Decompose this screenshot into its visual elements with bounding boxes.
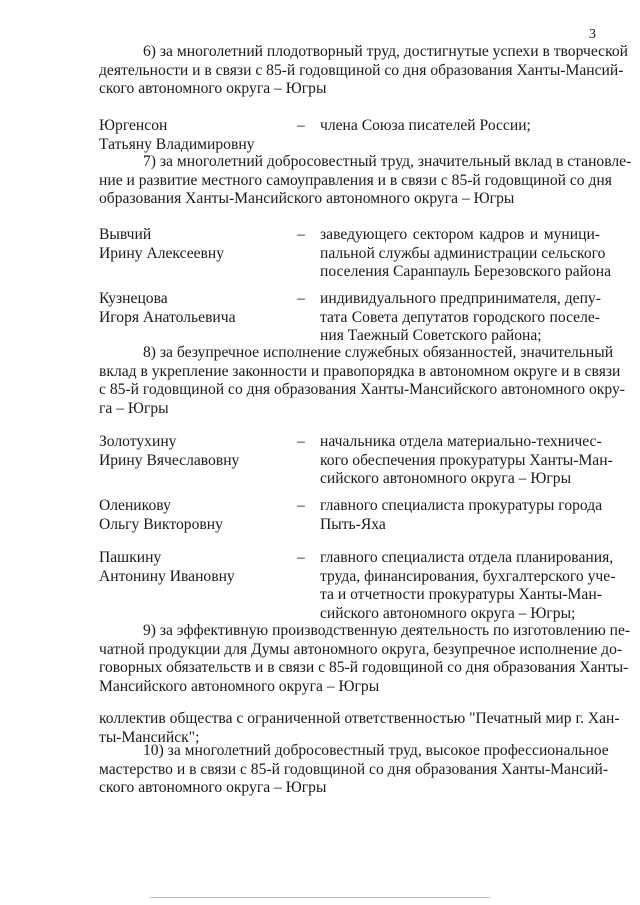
- paragraph-line: 8) за безупречное исполнение служебных обязанностей, значительный: [143, 344, 614, 361]
- surname: Вывчий: [99, 226, 152, 243]
- paragraph-line: с 85-й годовщиной со дня образования Ханты-Мансийского автономного окру-: [99, 381, 625, 399]
- surname: Кузнецова: [99, 290, 168, 307]
- paragraph-line: га – Югры: [99, 399, 169, 417]
- surname: Юргенсон: [99, 117, 168, 134]
- paragraph-line: мастерство и в связи с 85-й годовщиной со дня образования Ханты-Мансий-: [99, 760, 609, 778]
- given-names: Ирину Алексеевну: [99, 244, 225, 262]
- description-line: кого обеспечения прокуратуры Ханты-Ман-: [320, 451, 613, 469]
- paragraph-line: коллектив общества с ограниченной ответственностью "Печатный мир г. Хан-: [99, 710, 620, 727]
- paragraph-line: образования Ханты-Мансийского автономного округа – Югры: [99, 190, 515, 208]
- paragraph-line: ского автономного округа – Югры: [99, 80, 327, 98]
- paragraph-line: чатной продукции для Думы автономного округа, безупречное исполнение до-: [99, 640, 623, 658]
- surname: Оленикову: [99, 497, 171, 514]
- description-line: главного специалиста отдела планирования,: [320, 549, 614, 566]
- paragraph-line: Мансийского автономного округа – Югры: [99, 677, 380, 695]
- description-line: Пыть-Яха: [320, 515, 386, 533]
- person-name: [99, 433, 289, 470]
- person-description: [320, 290, 600, 346]
- item-9-paragraph: [99, 622, 631, 696]
- person-name: [99, 226, 289, 263]
- paragraph-line: деятельности и в связи с 85-й годовщиной со дня образования Ханты-Мансий-: [99, 61, 624, 79]
- item-7-paragraph: [99, 153, 632, 209]
- paragraph-line: 7) за многолетний добросовестный труд, значительный вклад в становле-: [143, 153, 632, 170]
- paragraph-line: 6) за многолетний плодотворный труд, достигнутые успехи в творческой: [143, 43, 629, 60]
- dash-separator: –: [297, 226, 305, 243]
- description-line: тата Совета депутатов городского поселе-: [320, 308, 600, 326]
- description-line: заведующего сектором кадров и муници-: [320, 226, 600, 243]
- dash-separator: –: [297, 433, 305, 450]
- given-names: Ирину Вячеславовну: [99, 451, 240, 469]
- given-names: Ольгу Викторовну: [99, 515, 223, 533]
- item-10-paragraph: [99, 742, 609, 798]
- person-description: [320, 433, 613, 489]
- description-line: та и отчетности прокуратуры Ханты-Ман-: [320, 586, 602, 604]
- paragraph-line: вклад в укрепление законности и правопорядка в автономном округе и в связи: [99, 362, 621, 380]
- person-name: [99, 290, 289, 327]
- dash-separator: –: [297, 549, 305, 566]
- description-line: пальной службы администрации сельского: [320, 244, 606, 262]
- paragraph-line: ты-Мансийск";: [99, 728, 200, 746]
- paragraph-line: 10) за многолетний добросовестный труд, высокое профессиональное: [143, 742, 609, 759]
- description-line: труда, финансирования, бухгалтерского уче-: [320, 567, 616, 585]
- person-name: [99, 497, 289, 534]
- person-name: [99, 117, 289, 154]
- item-6-paragraph: [99, 43, 629, 99]
- person-name: [99, 549, 289, 586]
- given-names: Игоря Анатольевича: [99, 308, 236, 326]
- description-line: главного специалиста прокуратуры города: [320, 497, 603, 514]
- dash-separator: –: [297, 117, 305, 134]
- surname: Золотухину: [99, 433, 177, 450]
- dash-separator: –: [297, 497, 305, 514]
- paragraph-line: 9) за эффективную производственную деятельность по изготовлению пе-: [143, 622, 631, 639]
- description-line: сийского автономного округа – Югры: [320, 470, 572, 488]
- description-line: члена Союза писателей России;: [320, 117, 531, 134]
- description-line: поселения Саранпауль Березовского района: [320, 263, 612, 281]
- bottom-edge-line: [150, 897, 490, 898]
- dash-separator: –: [297, 290, 305, 307]
- paragraph-line: ского автономного округа – Югры: [99, 779, 327, 797]
- page-number: 3: [589, 27, 596, 42]
- paragraph-line: говорных обязательств и в связи с 85-й годовщиной со дня образования Ханты-: [99, 659, 629, 677]
- person-description: [320, 226, 612, 282]
- person-description: [320, 117, 600, 136]
- given-names: Татьяну Владимировну: [99, 135, 255, 153]
- description-line: ния Таежный Советского района;: [320, 327, 542, 345]
- description-line: сийского автономного округа – Югры;: [320, 604, 576, 622]
- given-names: Антонину Ивановну: [99, 567, 235, 585]
- description-line: индивидуального предпринимателя, депу-: [320, 290, 601, 307]
- surname: Пашкину: [99, 549, 162, 566]
- item-8-paragraph: [99, 344, 625, 418]
- person-description: [320, 549, 616, 623]
- person-description: [320, 497, 603, 534]
- paragraph-line: ние и развитие местного самоуправления и в связи с 85-й годовщиной со дня: [99, 171, 612, 189]
- description-line: начальника отдела материально-техничес-: [320, 433, 602, 450]
